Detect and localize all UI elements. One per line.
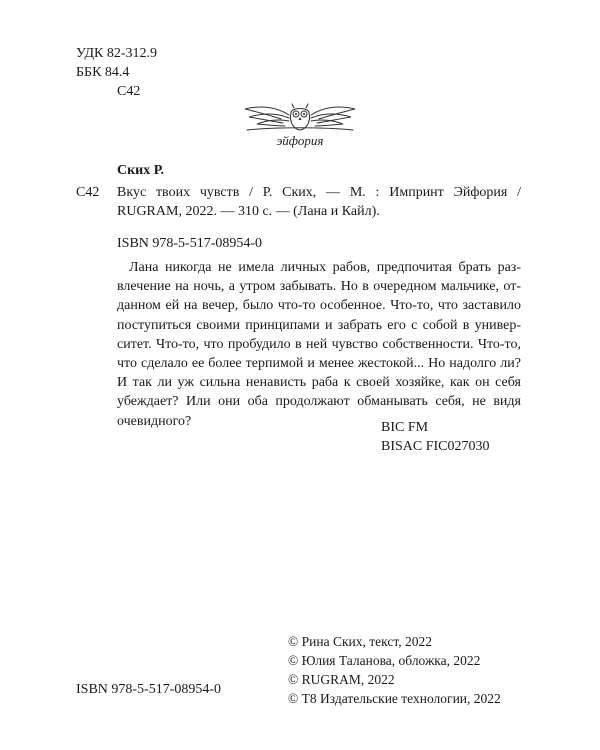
annotation-line: что сделало ее более терпимой и менее жестокой... Но надолго ли?: [117, 356, 521, 372]
bib-line-1: Вкус твоих чувств / Р. Ских, — М. : Импринт Эйфория /: [117, 185, 521, 200]
owl-wings-icon: [237, 99, 363, 151]
bisac-code: BISAC FIC027030: [381, 439, 490, 454]
bib-line-2: RUGRAM, 2022. — 310 с. — (Лана и Кайл).: [117, 204, 380, 219]
annotation: [117, 258, 521, 431]
copyright-line: © Рина Ских, текст, 2022: [288, 634, 432, 649]
copyright-line: © RUGRAM, 2022: [288, 672, 395, 687]
annotation-line: поступиться своими принципами и забрать его с собой в универ-: [117, 317, 521, 333]
isbn-bottom: ISBN 978-5-517-08954-0: [76, 682, 222, 697]
annotation-line: влечение на ночь, а утром забывать. Но в очередном мальчике, от-: [117, 279, 521, 295]
isbn-top: ISBN 978-5-517-08954-0: [117, 236, 263, 251]
annotation-line: убеждает? Или они оба продолжают обманывать себя, не видя: [117, 394, 521, 410]
annotation-line: ситет. Что-то, что пробудило в ней чувство собственности. Что-то,: [117, 336, 521, 352]
author-sign-code: С42: [117, 84, 141, 99]
publisher-logo: [237, 99, 363, 151]
annotation-line: очевидного?: [117, 413, 192, 429]
annotation-line: данном ей на вечер, было что-то особенное. Что-то, что заставило: [117, 298, 521, 314]
copyright-line: © Юлия Таланова, обложка, 2022: [288, 653, 481, 668]
logo-text: эйфория: [276, 133, 324, 148]
bbk-code: ББК 84.4: [76, 65, 130, 80]
annotation-line: Лана никогда не имела личных рабов, предпочитая брать раз-: [129, 260, 521, 275]
copyright-block: [288, 632, 501, 708]
bic-code: BIC FM: [381, 420, 429, 435]
copyright-line: © Т8 Издательские технологии, 2022: [288, 691, 501, 706]
author-name: Ских Р.: [117, 163, 165, 178]
annotation-line: И так ли уж сильна ненависть раба к своей хозяйке, как он себя: [117, 375, 521, 391]
udk-code: УДК 82-312.9: [76, 46, 158, 61]
bib-code: С42: [76, 185, 100, 200]
